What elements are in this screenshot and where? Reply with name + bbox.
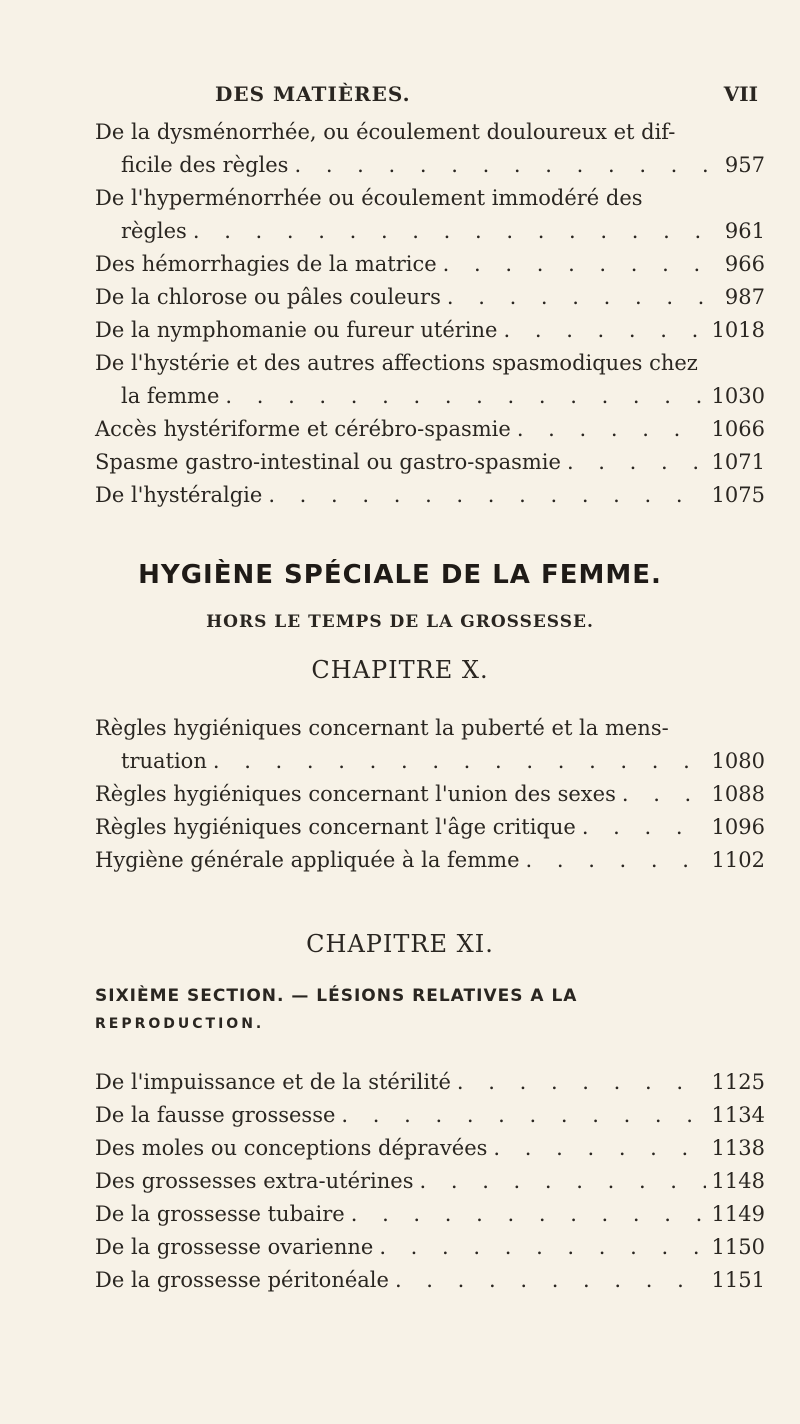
dot-leader [351,1198,706,1231]
dot-leader [447,281,711,314]
entry-title-line1: De l'hyperménorrhée ou écoulement immodéré des [95,186,643,210]
toc-block-menstrual [95,116,765,512]
entry-title: De la nymphomanie ou fureur utérine [95,318,498,342]
entry-title: De la grossesse péritonéale [95,1268,389,1292]
entry-page: 1018 [711,318,765,342]
dot-leader [341,1099,705,1132]
toc-entry [95,1066,765,1099]
entry-page: 1138 [711,1136,765,1160]
toc-entry [95,1099,765,1132]
entry-page: 1096 [711,815,765,839]
toc-entry [95,844,765,877]
dot-leader [294,149,711,182]
entry-title-line1: De l'hystérie et des autres affections spasmodiques chez [95,351,698,375]
dot-leader [493,1132,705,1165]
entry-title: De la fausse grossesse [95,1103,336,1127]
entry-title: De l'impuissance et de la stérilité [95,1070,451,1094]
toc-entry [95,314,765,347]
entry-title: Règles hygiéniques concernant l'union des sexes [95,782,616,806]
entry-page: 1149 [711,1202,765,1226]
toc-entry [95,1231,765,1264]
page-number: VII [723,82,758,106]
entry-page: 1030 [711,384,765,408]
toc-entry [95,1165,765,1198]
toc-entry [95,712,765,778]
toc-entry [95,1198,765,1231]
entry-title: De l'hystéralgie [95,483,263,507]
toc-block-chapter-xi [95,1066,765,1297]
entry-page: 1148 [711,1169,765,1193]
entry-title: Des hémorrhagies de la matrice [95,252,437,276]
entry-title: Des grossesses extra-utérines [95,1169,414,1193]
entry-title-line2: ficile des règles [121,153,289,177]
chapter-x-title: CHAPITRE X. [311,656,489,684]
toc-entry [95,116,765,182]
entry-page: 1066 [711,417,765,441]
section-heading-line2: REPRODUCTION. [95,1016,265,1032]
entry-title: De la grossesse ovarienne [95,1235,374,1259]
toc-entry [95,479,765,512]
toc-entry [95,413,765,446]
entry-page: 1150 [711,1235,765,1259]
dot-leader [379,1231,705,1264]
toc-block-chapter-x [95,712,765,877]
dot-leader [213,745,706,778]
entry-page: 966 [724,252,765,276]
entry-page: 987 [724,285,765,309]
running-title: DES MATIÈRES. [215,82,411,106]
entry-page: 1071 [711,450,765,474]
toc-entry [95,1264,765,1297]
entry-title-line1: Règles hygiéniques concernant la puberté et la mens- [95,716,669,740]
toc-entry [95,347,765,413]
dot-leader [504,314,706,347]
dot-leader [517,413,706,446]
toc-entry [95,281,765,314]
dot-leader [420,1165,706,1198]
entry-page: 957 [724,153,765,177]
part-title: HYGIÈNE SPÉCIALE DE LA FEMME. [138,560,662,590]
entry-title-line2: la femme [121,384,220,408]
part-subtitle: HORS LE TEMPS DE LA GROSSESSE. [206,612,594,632]
dot-leader [225,380,705,413]
entry-title: Règles hygiéniques concernant l'âge critique [95,815,576,839]
entry-page: 1125 [711,1070,765,1094]
running-head [0,82,800,112]
toc-entry [95,1132,765,1165]
dot-leader [582,811,706,844]
dot-leader [457,1066,706,1099]
entry-page: 1151 [711,1268,765,1292]
entry-title-line2: truation [121,749,207,773]
entry-page: 1134 [711,1103,765,1127]
entry-page: 1080 [711,749,765,773]
chapter-xi-title: CHAPITRE XI. [306,930,494,958]
dot-leader [193,215,711,248]
dot-leader [567,446,706,479]
dot-leader [622,778,706,811]
entry-title-line1: De la dysménorrhée, ou écoulement douloureux et dif- [95,120,676,144]
entry-title: Des moles ou conceptions dépravées [95,1136,488,1160]
toc-entry [95,778,765,811]
entry-page: 1075 [711,483,765,507]
entry-title: De la chlorose ou pâles couleurs [95,285,441,309]
toc-entry [95,811,765,844]
toc-entry [95,248,765,281]
dot-leader [268,479,705,512]
dot-leader [395,1264,706,1297]
entry-page: 1088 [711,782,765,806]
entry-title-line2: règles [121,219,187,243]
entry-title: Accès hystériforme et cérébro-spasmie [95,417,511,441]
entry-title: Spasme gastro-intestinal ou gastro-spasmie [95,450,561,474]
toc-entry [95,446,765,479]
entry-page: 961 [724,219,765,243]
dot-leader [443,248,711,281]
section-heading-line1: SIXIÈME SECTION. — LÉSIONS RELATIVES A LA [95,986,578,1006]
dot-leader [526,844,706,877]
entry-title: De la grossesse tubaire [95,1202,345,1226]
entry-page: 1102 [711,848,765,872]
entry-title: Hygiène générale appliquée à la femme [95,848,520,872]
toc-entry [95,182,765,248]
